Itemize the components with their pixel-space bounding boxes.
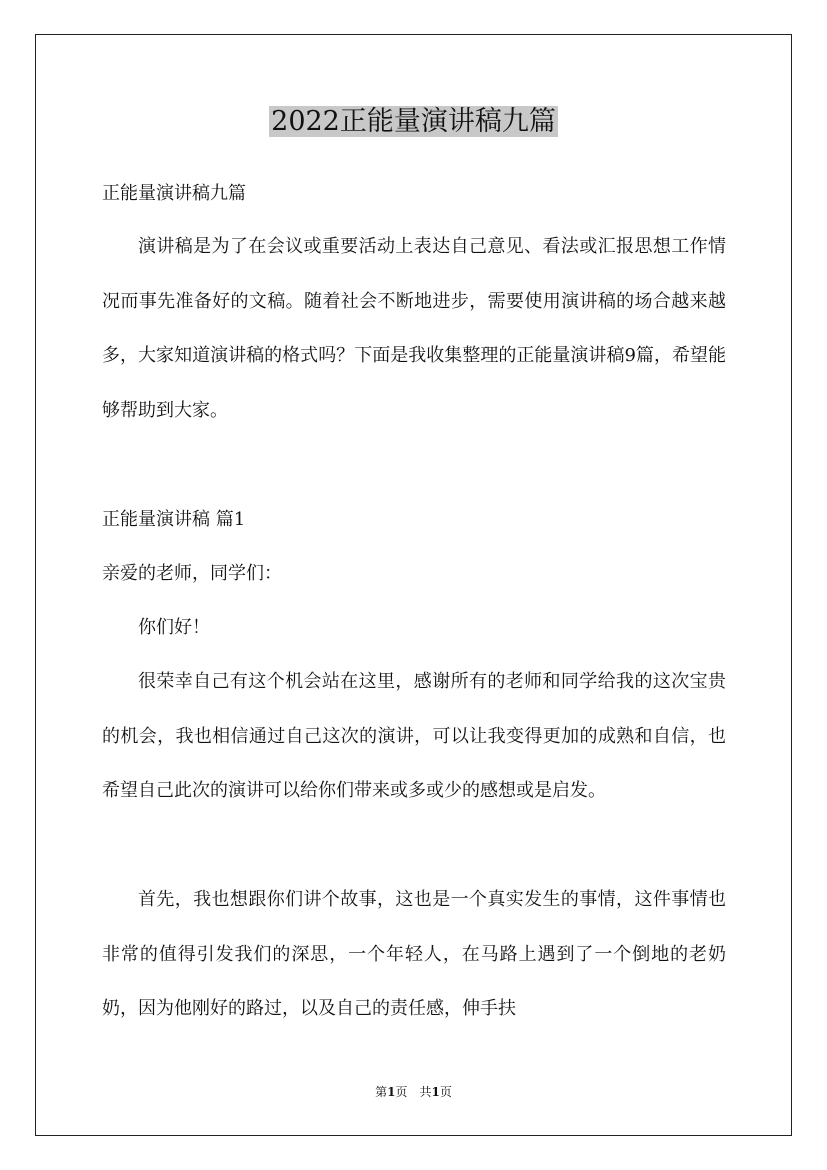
footer-mid: 页 共 bbox=[395, 1085, 432, 1099]
footer-page-number: 1 bbox=[387, 1085, 396, 1099]
footer-total-pages: 1 bbox=[431, 1085, 440, 1099]
footer-suffix: 页 bbox=[439, 1085, 452, 1099]
document-title bbox=[0, 102, 827, 142]
body-paragraph-2: 首先，我也想跟你们讲个故事，这也是一个真实发生的事情，这件事情也非常的值得引发我们的深思，一个年轻人，在马路上遇到了一个倒地的老奶奶，因为他刚好的路过，以及自己的责任感，伸手扶 bbox=[102, 889, 726, 1019]
body-paragraph-1: 很荣幸自己有这个机会站在这里，感谢所有的老师和同学给我的这次宝贵的机会，我也相信通过自己这次的演讲，可以让我变得更加的成熟和自信，也希望自己此次的演讲可以给你们带来或多或少的感想或是启发。 bbox=[102, 671, 726, 801]
intro-paragraph: 演讲稿是为了在会议或重要活动上表达自己意见、看法或汇报思想工作情况而事先准备好的文稿。随着社会不断地进步，需要使用演讲稿的场合越来越多，大家知道演讲稿的格式吗？下面是我收集整理的正能量演讲稿9篇，希望能够帮助到大家。 bbox=[102, 236, 726, 421]
page-footer bbox=[0, 1084, 827, 1100]
document-title-text: 2022正能量演讲稿九篇 bbox=[271, 106, 556, 137]
salutation: 亲爱的老师，同学们： bbox=[102, 563, 282, 584]
document-subtitle: 正能量演讲稿九篇 bbox=[102, 183, 246, 204]
footer-prefix: 第 bbox=[375, 1085, 388, 1099]
section-heading: 正能量演讲稿 篇1 bbox=[102, 509, 246, 530]
greeting-paragraph: 你们好！ bbox=[138, 617, 210, 638]
